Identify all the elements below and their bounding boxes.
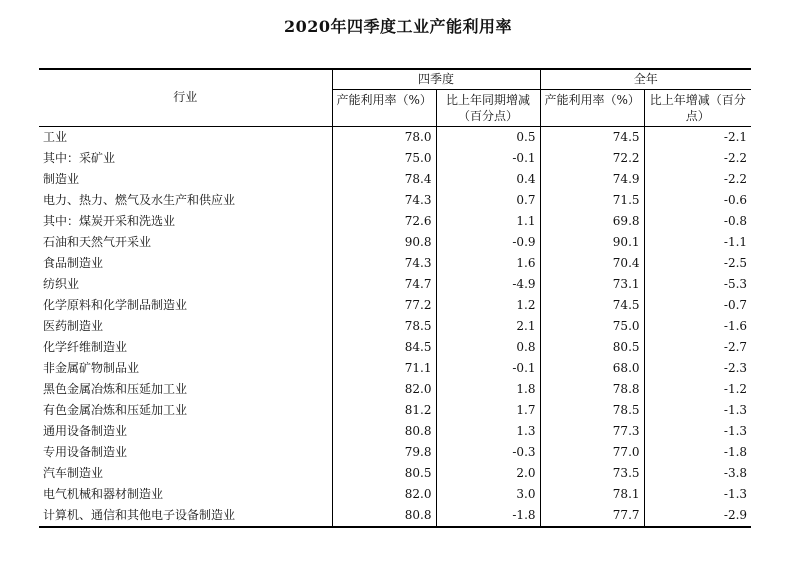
year-change-cell: -0.8 (644, 211, 751, 232)
q4-rate-cell: 82.0 (332, 379, 436, 400)
q4-rate-cell: 74.7 (332, 274, 436, 295)
year-change-cell: -2.1 (644, 127, 751, 149)
industry-name-cell: 医药制造业 (43, 319, 104, 333)
industry-name-cell: 电力、热力、燃气及水生产和供应业 (43, 193, 236, 207)
year-rate-cell: 78.5 (540, 400, 644, 421)
industry-name-cell: 非金属矿物制品业 (43, 361, 140, 375)
year-rate-cell: 74.5 (540, 127, 644, 149)
year-change-cell: -2.7 (644, 337, 751, 358)
capacity-utilization-table (39, 68, 751, 528)
q4-rate-cell: 74.3 (332, 253, 436, 274)
table-row (39, 484, 751, 505)
q4-change-cell: 1.1 (436, 211, 540, 232)
q4-rate-cell: 77.2 (332, 295, 436, 316)
q4-rate-cell: 79.8 (332, 442, 436, 463)
q4-group-header: 四季度 (332, 69, 540, 90)
q4-rate-cell: 75.0 (332, 148, 436, 169)
table-row (39, 337, 751, 358)
year-rate-cell: 72.2 (540, 148, 644, 169)
year-change-cell: -2.2 (644, 169, 751, 190)
q4-change-cell: 0.5 (436, 127, 540, 149)
q4-change-cell: 1.2 (436, 295, 540, 316)
q4-change-cell: 1.8 (436, 379, 540, 400)
header-row-group (39, 69, 751, 90)
q4-change-cell: -0.1 (436, 358, 540, 379)
industry-name-cell: 化学原料和化学制品制造业 (43, 298, 188, 312)
year-change-cell: -5.3 (644, 274, 751, 295)
table-row (39, 148, 751, 169)
year-change-header: 比上年增减（百分点） (644, 90, 751, 127)
year-rate-cell: 77.7 (540, 505, 644, 527)
year-change-cell: -1.3 (644, 421, 751, 442)
industry-name-cell: 其中：煤炭开采和洗选业 (43, 214, 176, 228)
year-change-cell: -3.8 (644, 463, 751, 484)
q4-change-cell: 3.0 (436, 484, 540, 505)
year-rate-cell: 90.1 (540, 232, 644, 253)
industry-name-cell: 制造业 (43, 172, 80, 186)
industry-name-cell: 化学纤维制造业 (43, 340, 128, 354)
table-row (39, 232, 751, 253)
year-change-cell: -2.3 (644, 358, 751, 379)
q4-change-cell: 1.3 (436, 421, 540, 442)
year-change-cell: -2.9 (644, 505, 751, 527)
year-change-cell: -0.6 (644, 190, 751, 211)
table-row (39, 442, 751, 463)
year-change-cell: -2.2 (644, 148, 751, 169)
industry-header: 行业 (39, 69, 332, 127)
q4-change-header: 比上年同期增减（百分点） (436, 90, 540, 127)
q4-change-cell: -0.1 (436, 148, 540, 169)
q4-change-cell: 0.4 (436, 169, 540, 190)
table-row (39, 211, 751, 232)
table-row (39, 316, 751, 337)
year-rate-cell: 69.8 (540, 211, 644, 232)
table-row (39, 463, 751, 484)
year-change-cell: -1.1 (644, 232, 751, 253)
table-row (39, 421, 751, 442)
table-row (39, 253, 751, 274)
table-body (39, 127, 751, 528)
table-row (39, 127, 751, 149)
year-rate-cell: 74.5 (540, 295, 644, 316)
year-rate-cell: 77.3 (540, 421, 644, 442)
year-rate-cell: 70.4 (540, 253, 644, 274)
industry-name-cell: 计算机、通信和其他电子设备制造业 (39, 505, 332, 527)
table-row (39, 505, 751, 527)
q4-rate-cell: 78.5 (332, 316, 436, 337)
year-change-cell: -1.8 (644, 442, 751, 463)
q4-rate-header: 产能利用率（%） (332, 90, 436, 127)
q4-rate-cell: 71.1 (332, 358, 436, 379)
page-title: 2020年四季度工业产能利用率 (283, 17, 513, 36)
industry-name-cell: 纺织业 (43, 277, 80, 291)
table-row (39, 190, 751, 211)
industry-name-cell: 工业 (39, 127, 332, 149)
year-rate-cell: 78.8 (540, 379, 644, 400)
year-rate-cell: 73.5 (540, 463, 644, 484)
year-change-cell: -2.5 (644, 253, 751, 274)
q4-rate-cell: 78.4 (332, 169, 436, 190)
q4-rate-cell: 84.5 (332, 337, 436, 358)
industry-name-cell: 专用设备制造业 (43, 445, 128, 459)
q4-rate-cell: 90.8 (332, 232, 436, 253)
industry-name-cell: 食品制造业 (43, 256, 104, 270)
year-group-header: 全年 (540, 69, 751, 90)
q4-change-cell: -0.9 (436, 232, 540, 253)
q4-change-cell: 2.0 (436, 463, 540, 484)
industry-name-cell: 通用设备制造业 (43, 424, 128, 438)
year-rate-cell: 73.1 (540, 274, 644, 295)
q4-change-cell: 1.6 (436, 253, 540, 274)
q4-change-cell: -1.8 (436, 505, 540, 527)
q4-change-cell: 0.8 (436, 337, 540, 358)
table-row (39, 169, 751, 190)
industry-name-cell: 电气机械和器材制造业 (43, 487, 164, 501)
industry-name-cell: 黑色金属冶炼和压延加工业 (43, 382, 188, 396)
year-change-cell: -0.7 (644, 295, 751, 316)
industry-name-cell: 其中：采矿业 (43, 151, 116, 165)
year-change-cell: -1.3 (644, 400, 751, 421)
q4-rate-cell: 80.8 (332, 505, 436, 527)
q4-change-cell: -0.3 (436, 442, 540, 463)
table-row (39, 295, 751, 316)
table-row (39, 274, 751, 295)
table-row (39, 400, 751, 421)
q4-rate-cell: 74.3 (332, 190, 436, 211)
year-change-cell: -1.3 (644, 484, 751, 505)
table-row (39, 358, 751, 379)
year-rate-cell: 68.0 (540, 358, 644, 379)
q4-change-cell: 2.1 (436, 316, 540, 337)
industry-name-cell: 汽车制造业 (43, 466, 104, 480)
q4-rate-cell: 72.6 (332, 211, 436, 232)
year-rate-header: 产能利用率（%） (540, 90, 644, 127)
q4-change-cell: 0.7 (436, 190, 540, 211)
q4-rate-cell: 78.0 (332, 127, 436, 149)
q4-change-cell: 1.7 (436, 400, 540, 421)
q4-change-cell: -4.9 (436, 274, 540, 295)
industry-name-cell: 有色金属冶炼和压延加工业 (43, 403, 188, 417)
year-rate-cell: 77.0 (540, 442, 644, 463)
year-change-cell: -1.6 (644, 316, 751, 337)
q4-rate-cell: 81.2 (332, 400, 436, 421)
year-rate-cell: 71.5 (540, 190, 644, 211)
year-change-cell: -1.2 (644, 379, 751, 400)
industry-name-cell: 石油和天然气开采业 (43, 235, 152, 249)
q4-rate-cell: 82.0 (332, 484, 436, 505)
year-rate-cell: 78.1 (540, 484, 644, 505)
year-rate-cell: 75.0 (540, 316, 644, 337)
q4-rate-cell: 80.5 (332, 463, 436, 484)
q4-rate-cell: 80.8 (332, 421, 436, 442)
year-rate-cell: 80.5 (540, 337, 644, 358)
year-rate-cell: 74.9 (540, 169, 644, 190)
table-row (39, 379, 751, 400)
